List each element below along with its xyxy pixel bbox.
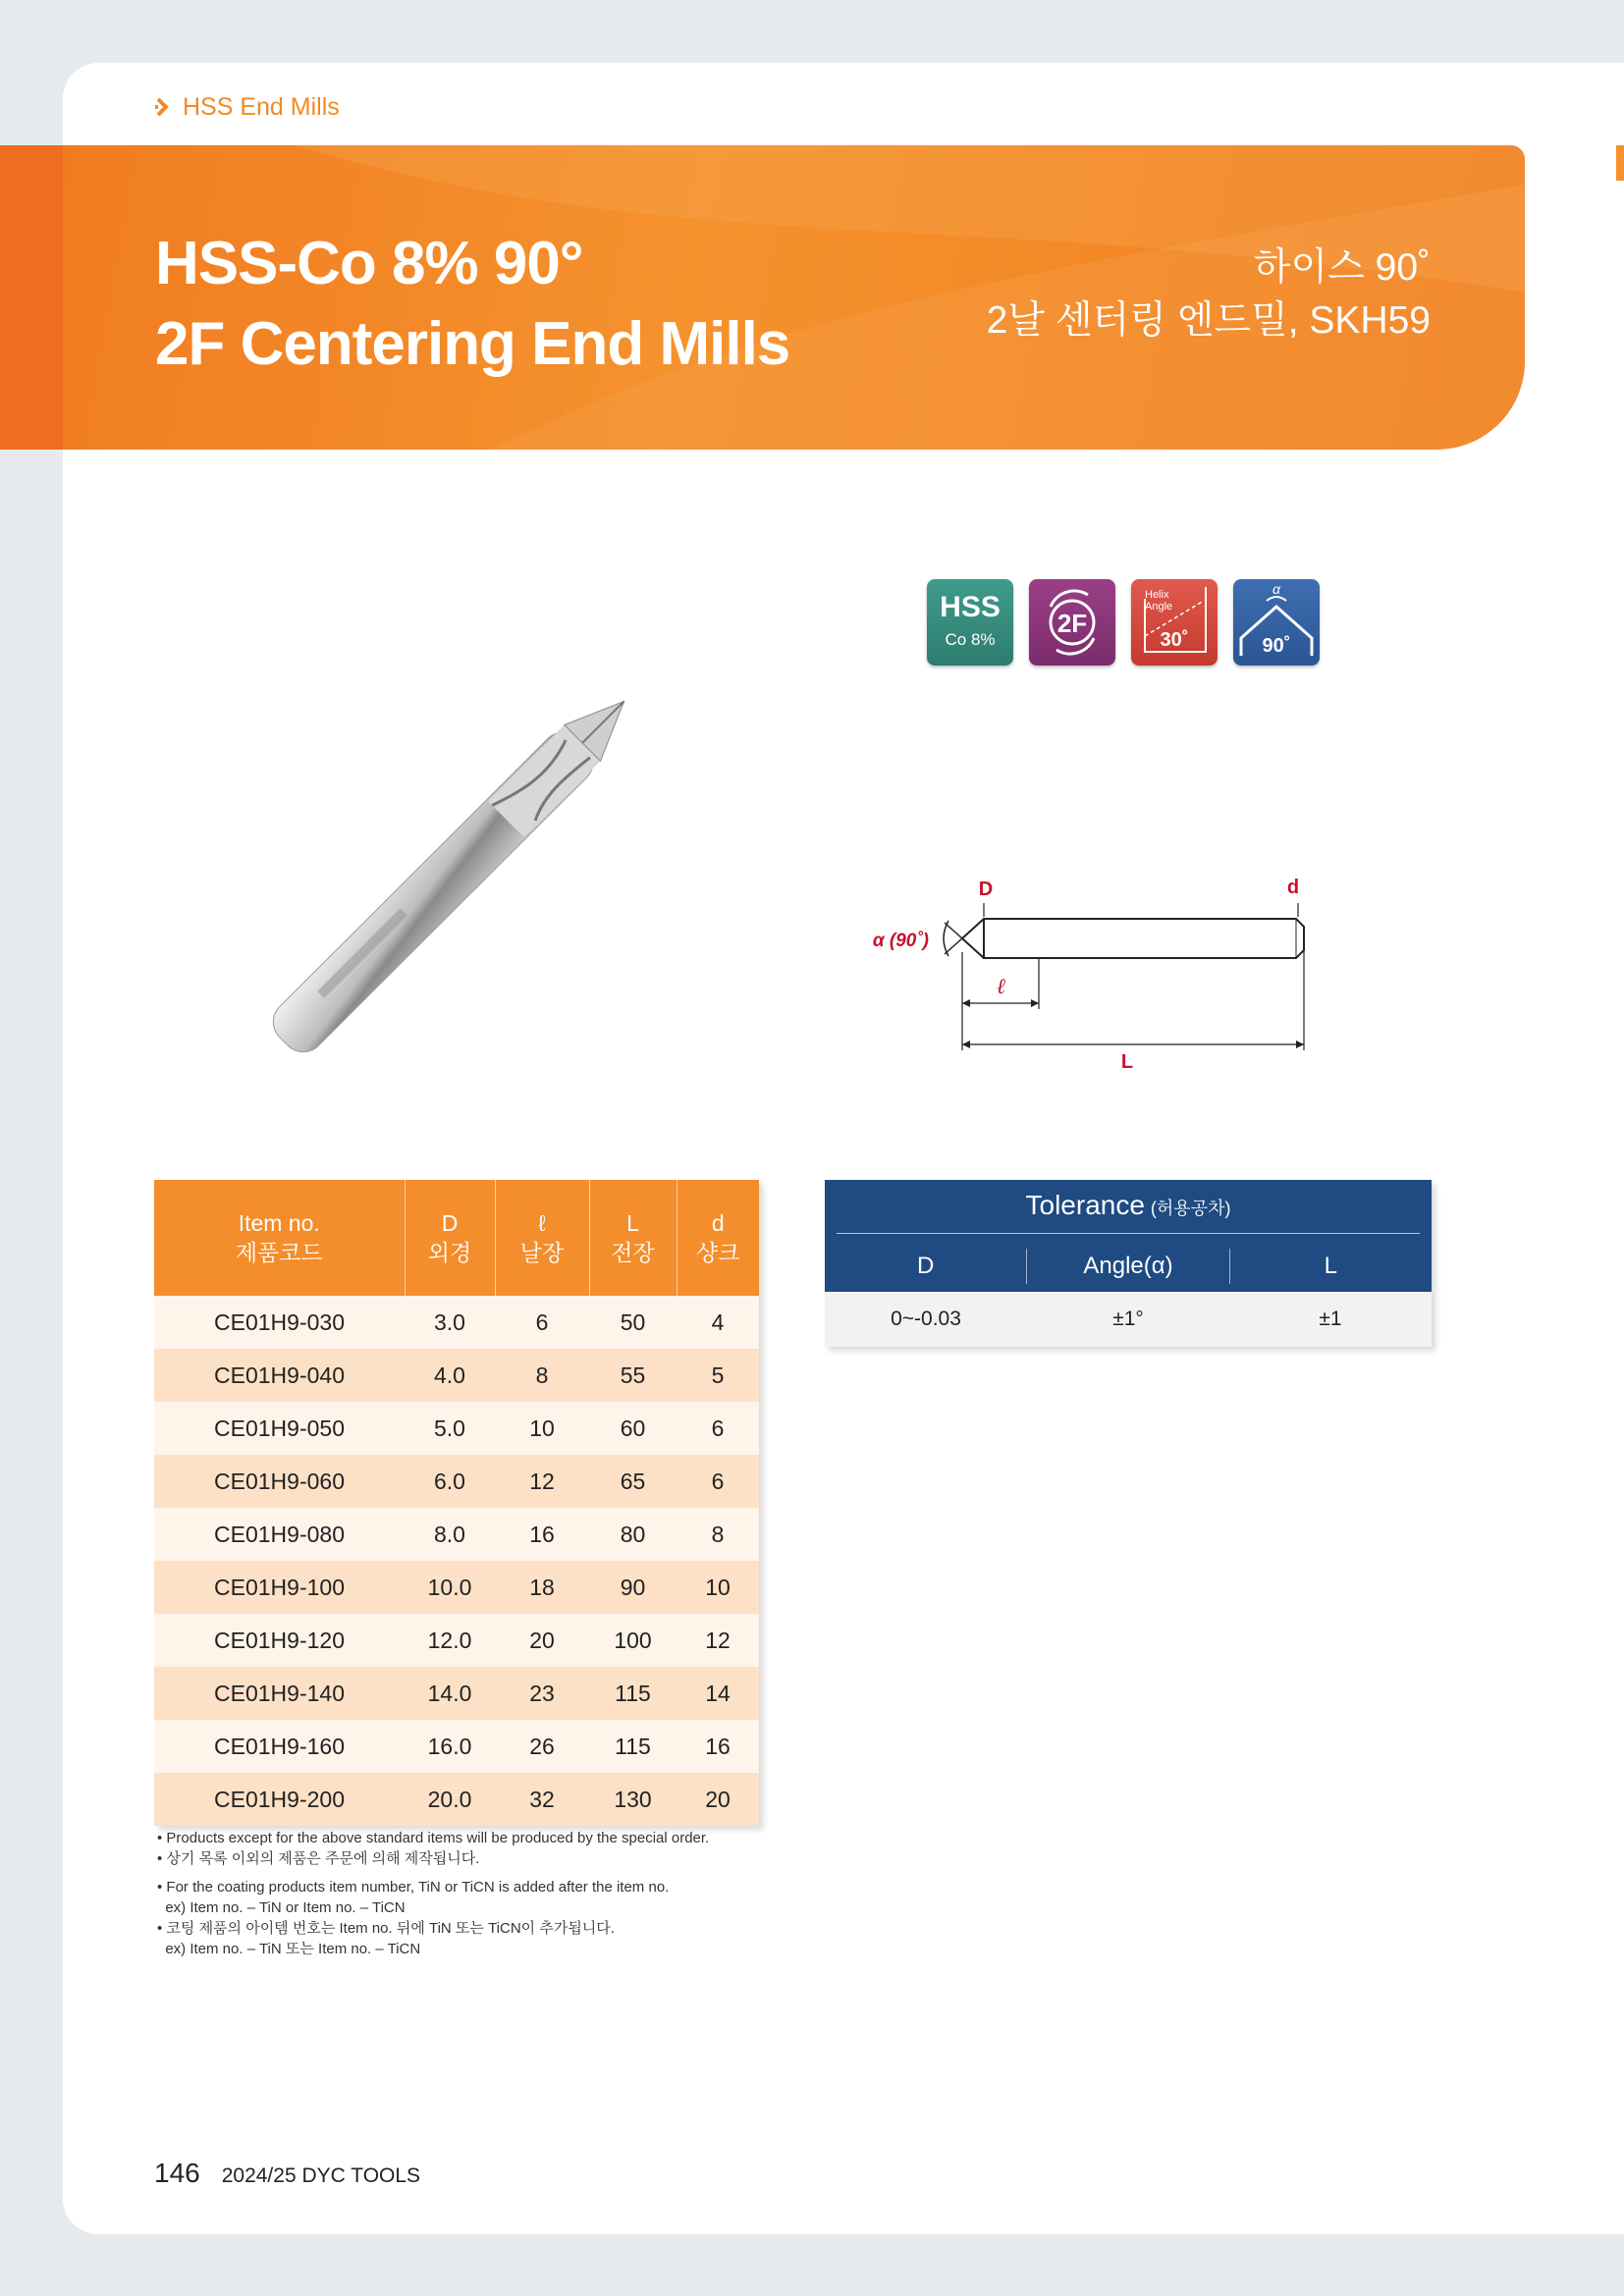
title-line-1: HSS-Co 8% 90° <box>155 230 583 297</box>
tolerance-header <box>825 1180 1432 1292</box>
footer-text: 2024/25 DYC TOOLS <box>221 2164 421 2187</box>
tol-value-L: ±1 <box>1319 1308 1342 1330</box>
tolerance-table <box>825 1180 1432 1347</box>
tol-header-L: L <box>1324 1253 1337 1279</box>
title-line-2: 2F Centering End Mills <box>155 310 790 378</box>
spec-table <box>154 1180 759 1826</box>
table-cell: CE01H9-120 <box>154 1614 405 1667</box>
page-subtitle <box>987 241 1431 347</box>
page-edge-tab <box>1616 145 1624 181</box>
table-cell: 90 <box>589 1561 677 1614</box>
notes <box>157 1828 709 1959</box>
table-cell: 115 <box>589 1667 677 1720</box>
table-cell: 3.0 <box>405 1296 495 1349</box>
table-cell: 4.0 <box>405 1349 495 1402</box>
table-cell: 5 <box>677 1349 759 1402</box>
chevron-right-icon <box>153 97 173 117</box>
table-cell: 10 <box>495 1402 589 1455</box>
table-cell: 55 <box>589 1349 677 1402</box>
table-cell: 20 <box>677 1773 759 1826</box>
table-cell: 14 <box>677 1667 759 1720</box>
note-4: ex) Item no. – TiN or Item no. – TiCN <box>157 1899 406 1916</box>
tolerance-column-headers <box>825 1249 1432 1284</box>
angle-badge-value: 90˚ <box>1262 635 1291 657</box>
note-5: • 코팅 제품의 아이템 번호는 Item no. 뒤에 TiN 또는 TiCN이 추가됩니다. <box>157 1920 615 1937</box>
table-row <box>154 1561 759 1614</box>
table-cell: CE01H9-040 <box>154 1349 405 1402</box>
table-cell: 26 <box>495 1720 589 1773</box>
flute-badge-label: 2F <box>1056 609 1088 638</box>
table-cell: 10 <box>677 1561 759 1614</box>
table-cell: 8 <box>677 1508 759 1561</box>
table-cell: CE01H9-100 <box>154 1561 405 1614</box>
tolerance-row <box>825 1292 1432 1347</box>
point-angle-badge <box>1233 579 1320 666</box>
table-row <box>154 1508 759 1561</box>
subtitle-line-2: 2날 센터링 엔드밀, SKH59 <box>986 299 1431 342</box>
label-D: D <box>978 879 994 900</box>
table-cell: 23 <box>495 1667 589 1720</box>
table-cell: 32 <box>495 1773 589 1826</box>
table-cell: CE01H9-060 <box>154 1455 405 1508</box>
table-cell: 20.0 <box>405 1773 495 1826</box>
breadcrumb-label: HSS End Mills <box>183 92 340 121</box>
helix-angle-badge <box>1131 579 1218 666</box>
table-cell: 16.0 <box>405 1720 495 1773</box>
table-row <box>154 1667 759 1720</box>
table-row <box>154 1296 759 1349</box>
table-cell: 12.0 <box>405 1614 495 1667</box>
table-cell: 130 <box>589 1773 677 1826</box>
table-row <box>154 1720 759 1773</box>
page-title <box>155 224 789 385</box>
helix-label-1: Helix <box>1145 589 1169 601</box>
note-2: • 상기 목록 이외의 제품은 주문에 의해 제작됩니다. <box>157 1850 480 1867</box>
table-cell: 8.0 <box>405 1508 495 1561</box>
note-1: • Products except for the above standard items will be produced by the special order. <box>157 1830 710 1846</box>
helix-badge-value: 30˚ <box>1160 629 1189 651</box>
table-cell: 5.0 <box>405 1402 495 1455</box>
flute-badge <box>1029 579 1115 666</box>
end-mill-photo <box>226 609 717 1099</box>
table-cell: 6 <box>677 1402 759 1455</box>
table-cell: 80 <box>589 1508 677 1561</box>
tol-value-angle: ±1° <box>1112 1308 1144 1330</box>
subtitle-line-1: 하이스 90˚ <box>1253 246 1431 289</box>
page-number: 146 <box>154 2158 200 2188</box>
table-cell: 10.0 <box>405 1561 495 1614</box>
note-3: • For the coating products item number, TiN or TiCN is added after the item no. <box>157 1879 670 1896</box>
table-cell: 100 <box>589 1614 677 1667</box>
table-row <box>154 1349 759 1402</box>
table-cell: 6 <box>677 1455 759 1508</box>
table-row <box>154 1455 759 1508</box>
table-row <box>154 1402 759 1455</box>
table-cell: 50 <box>589 1296 677 1349</box>
hss-badge-main: HSS <box>940 591 1001 623</box>
header-D: D 외경 <box>405 1180 495 1296</box>
table-cell: CE01H9-160 <box>154 1720 405 1773</box>
table-cell: CE01H9-050 <box>154 1402 405 1455</box>
label-l: ℓ <box>997 974 1006 999</box>
tolerance-title: Tolerance (허용공차) <box>1025 1190 1231 1220</box>
table-cell: CE01H9-200 <box>154 1773 405 1826</box>
table-cell: CE01H9-030 <box>154 1296 405 1349</box>
label-L: L <box>1120 1051 1134 1073</box>
tol-header-D: D <box>825 1249 1027 1284</box>
header-item-no: Item no. 제품코드 <box>154 1180 405 1296</box>
helix-label-2: Angle <box>1145 601 1173 613</box>
tol-header-angle: Angle(α) <box>1027 1249 1229 1284</box>
table-cell: 4 <box>677 1296 759 1349</box>
table-cell: 6.0 <box>405 1455 495 1508</box>
header-d: d 샹크 <box>677 1180 759 1296</box>
label-d: d <box>1286 877 1300 898</box>
table-cell: 12 <box>495 1455 589 1508</box>
header-L: L 전장 <box>589 1180 677 1296</box>
table-cell: CE01H9-080 <box>154 1508 405 1561</box>
hss-badge-sub: Co 8% <box>945 630 996 649</box>
table-cell: 16 <box>495 1508 589 1561</box>
label-alpha: α (90˚) <box>872 931 929 951</box>
table-cell: 12 <box>677 1614 759 1667</box>
breadcrumb[interactable] <box>153 92 340 122</box>
spec-table-body <box>154 1296 759 1826</box>
table-cell: 18 <box>495 1561 589 1614</box>
page-footer <box>154 2158 420 2189</box>
table-row <box>154 1773 759 1826</box>
hss-badge <box>927 579 1013 666</box>
spec-header-row <box>154 1180 759 1296</box>
feature-badges <box>927 579 1320 666</box>
table-cell: 20 <box>495 1614 589 1667</box>
table-cell: 115 <box>589 1720 677 1773</box>
tolerance-divider <box>837 1233 1420 1234</box>
table-cell: 16 <box>677 1720 759 1773</box>
helix-badge-label <box>1145 589 1172 613</box>
table-cell: 6 <box>495 1296 589 1349</box>
note-6: ex) Item no. – TiN 또는 Item no. – TiCN <box>157 1941 421 1957</box>
table-cell: 65 <box>589 1455 677 1508</box>
dimension-diagram <box>854 844 1326 1080</box>
table-cell: 8 <box>495 1349 589 1402</box>
table-cell: 60 <box>589 1402 677 1455</box>
table-row <box>154 1614 759 1667</box>
tol-value-D: 0~-0.03 <box>891 1308 961 1330</box>
table-cell: CE01H9-140 <box>154 1667 405 1720</box>
angle-badge-symbol: α <box>1272 581 1280 597</box>
header-l: ℓ 날장 <box>495 1180 589 1296</box>
table-cell: 14.0 <box>405 1667 495 1720</box>
